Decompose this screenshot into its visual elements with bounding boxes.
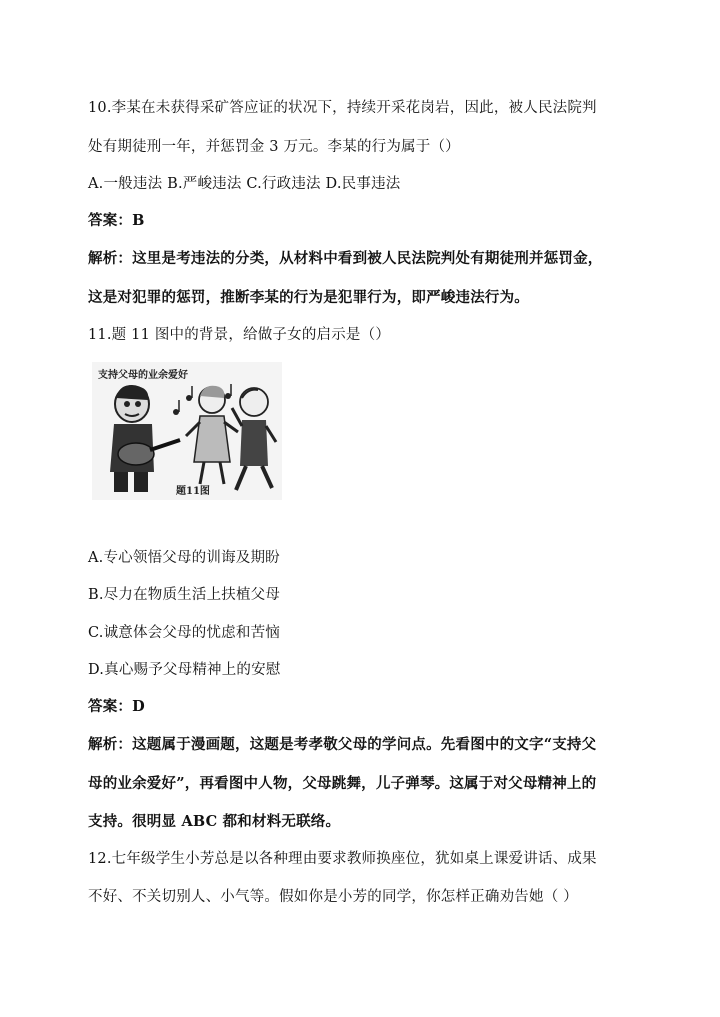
q11-analysis-line1: 解析：这题属于漫画题，这题是考孝敬父母的学问点。先看图中的文字“支持父	[88, 736, 597, 753]
q11-stem: 11.题 11 图中的背景，给做子女的启示是（）	[88, 327, 391, 343]
q11-analysis-line3: 支持。很明显 ABC 都和材料无联络。	[88, 813, 341, 830]
q11-answer	[88, 695, 145, 716]
q10-analysis-line2: 这是对犯罪的惩罚，推断李某的行为是犯罪行为，即严峻违法行为。	[88, 289, 529, 306]
cartoon-caption-top: 支持父母的业余爱好	[98, 370, 188, 381]
q11-cartoon-figure	[92, 362, 282, 500]
q11-option-c: C.诚意体会父母的忧虑和苦恼	[88, 625, 280, 641]
q10-analysis-line1: 解析：这里是考违法的分类，从材料中看到被人民法院判处有期徒刑并惩罚金，	[88, 250, 603, 267]
q10-options: A.一般违法 B.严峻违法 C.行政违法 D.民事违法	[88, 176, 401, 192]
cartoon-caption-bottom: 题11图	[176, 486, 210, 497]
q11-answer-label: 答案：	[88, 698, 133, 715]
q10-stem-line2: 处有期徒刑一年，并惩罚金 3 万元。李某的行为属于（）	[88, 139, 460, 155]
q10-answer-value: B	[132, 212, 145, 229]
q11-option-b: B.尽力在物质生活上扶植父母	[88, 587, 281, 603]
q10-stem-line1: 10.李某在未获得采矿答应证的状况下，持续开采花岗岩，因此，被人民法院判	[88, 100, 597, 116]
q11-option-a: A.专心领悟父母的训诲及期盼	[88, 550, 280, 566]
q12-stem-line1: 12.七年级学生小芳总是以各种理由要求教师换座位，犹如桌上课爱讲话、成果	[88, 851, 597, 867]
q11-analysis-line2: 母的业余爱好”，再看图中人物，父母跳舞，儿子弹琴。这属于对父母精神上的	[88, 775, 597, 792]
q10-answer-label: 答案：	[88, 212, 133, 229]
cartoon-illustration	[92, 362, 282, 500]
q12-stem-line2: 不好、不关切别人、小气等。假如你是小芳的同学，你怎样正确劝告她（ ）	[88, 889, 578, 905]
q10-answer	[88, 209, 145, 230]
q11-answer-value: D	[132, 698, 145, 715]
q11-option-d: D.真心赐予父母精神上的安慰	[88, 662, 281, 678]
